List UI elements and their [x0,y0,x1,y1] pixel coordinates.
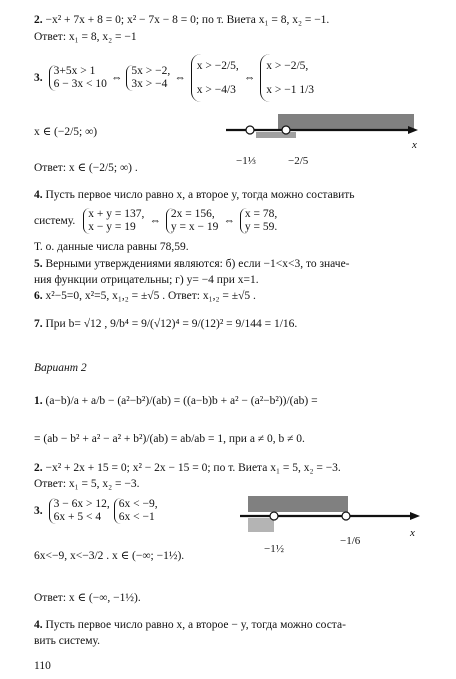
problem-number: 3. [34,72,43,84]
problem-number: 7. [34,318,43,330]
open-point-1 [246,126,254,134]
inequality: 6 − 3x < 10 [53,78,107,90]
tick-label: −2/5 [288,155,309,167]
problem-text: Пусть первое число равно x, а второе − y, тогда можно соста- [45,619,346,631]
interval-text: 6x<−9, x<−3/2 . x ∈ (−∞; −1½). [34,550,185,562]
problem-text: −x² + 2x + 15 = 0; x² − 2x − 15 = 0; по т. Виета x₁ = 5, x₂ = −3. [45,462,341,474]
equation: 2x = 156, [170,208,215,220]
equation: x − y = 19 [88,221,136,233]
tick-label: −1⅓ [236,155,256,167]
answer-line: Ответ: x ∈ (−2/5; ∞) . [34,162,138,174]
problem-number: 5. [34,258,43,270]
interval-text: x ∈ (−2/5; ∞) [34,126,98,138]
system-chain [34,494,160,528]
equation: x = 78, [244,208,278,220]
number-line-2 [236,494,436,570]
problem-text: систему. [34,215,76,227]
problem-text: x²−5=0, x²=5, x₁,₂ = ±√5 . Ответ: x₁,₂ = ±√5 . [45,290,256,302]
tick-label: −1/6 [340,535,361,547]
system-chain [34,206,279,236]
inequality: 3x > −4 [131,78,168,90]
equation: y = 59. [244,221,278,233]
inequality: x > −1 1/3 [266,84,315,96]
problem-text: При b= √12 , 9/b⁴ = 9/(√12)⁴ = 9/(12)² = 9/144 = 1/16. [45,318,298,330]
inequality: 6x + 5 < 4 [53,511,102,523]
problem-text: вить систему. [34,635,100,647]
open-point-2 [282,126,290,134]
open-point-1 [270,512,278,520]
problem-number: 6. [34,290,43,302]
axis-label: x [410,527,415,539]
axis-label: x [412,139,417,151]
equivalence-symbol: ⇔ [174,72,186,84]
equivalence-symbol: ⇔ [110,72,123,84]
equation: x + y = 137, [88,208,145,220]
inequality: x > −4/3 [196,84,236,96]
problem-number: 1. [34,395,43,407]
equation-system [240,208,277,234]
problem-text: Верными утверждениями являются: б) если −1<x<3, то значе- [45,258,350,270]
equivalence-symbol: ⇔ [223,215,235,227]
hatched-region-lower [256,132,296,138]
problem-number: 4. [34,189,43,201]
axis-arrow [410,512,420,520]
equivalence-symbol: ⇔ [149,215,161,227]
inequality: 5x > −2, [131,65,171,77]
problem-number: 2. [34,14,43,26]
number-line-1 [222,108,422,178]
inequality-system [260,54,314,102]
equation-system [83,208,144,234]
expression-line: (a−b)/a + a/b − (a²−b²)/(ab) = ((a−b)b + a² − (a²−b²))/(ab) = [45,395,318,407]
inequality: 6x < −9, [118,498,158,510]
inequality: x > −2/5, [266,60,309,72]
open-point-2 [342,512,350,520]
inequality: 6x < −1 [118,511,155,523]
problem-number: 4. [34,619,43,631]
variant-heading: Вариант 2 [34,362,87,374]
inequality-system [191,54,239,102]
inequality-system [49,498,110,524]
problem-number: 2. [34,462,43,474]
hatched-region-upper [278,114,414,130]
page-number: 110 [34,660,51,672]
equivalence-symbol: ⇔ [243,72,256,84]
system-chain [34,50,317,106]
tick-label: −1½ [264,543,284,555]
problem-text: Пусть первое число равно x, а второе y, тогда можно составить [45,189,355,201]
equation: y = x − 19 [170,221,219,233]
inequality: 3+5x > 1 [53,65,96,77]
expression-line: = (ab − b² + a² − a² + b²)/(ab) = ab/ab = 1, при a ≠ 0, b ≠ 0. [34,433,305,445]
answer-line: Ответ: x₁ = 8, x₂ = −1 [34,31,137,43]
inequality-system [126,65,170,91]
problem-number: 3. [34,505,43,517]
inequality-system [114,498,158,524]
answer-line: Ответ: x₁ = 5, x₂ = −3. [34,478,140,490]
problem-text: ния функции отрицательны; г) y= −4 при x=1. [34,274,259,286]
problem-text: −x² + 7x + 8 = 0; x² − 7x − 8 = 0; по т. Виета x₁ = 8, x₂ = −1. [45,14,330,26]
hatched-region-lower [248,518,274,532]
inequality: 3 − 6x > 12, [53,498,110,510]
answer-line: Ответ: x ∈ (−∞, −1½). [34,592,141,604]
inequality-system [49,65,107,91]
inequality: x > −2/5, [196,60,239,72]
equation-system [166,208,218,234]
conclusion-text: Т. о. данные числа равны 78,59. [34,241,189,253]
hatched-region-upper [248,496,348,512]
